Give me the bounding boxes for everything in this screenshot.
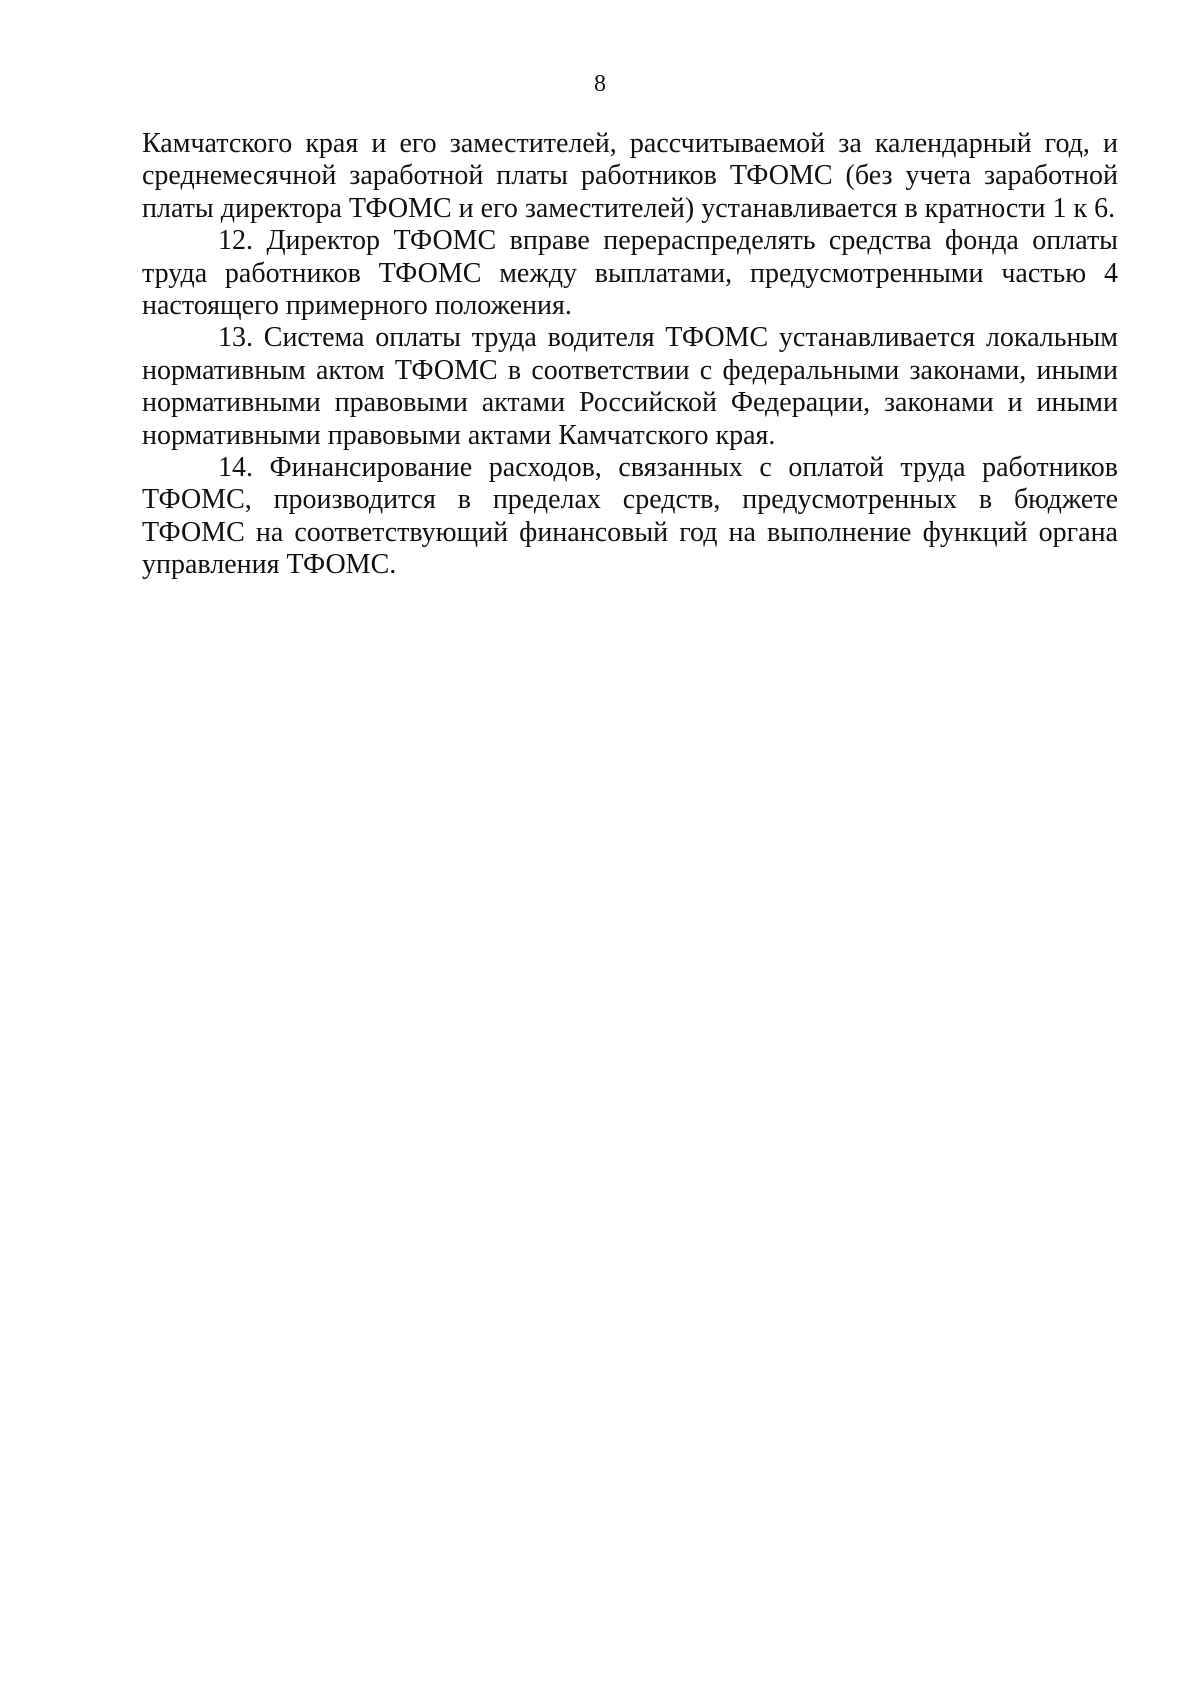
paragraph-14: 14. Финансирование расходов, связанных с оплатой труда работников ТФОМС, производится в пределах средств, предусмотренных в бюджете ТФОМС на соответствующий финансовый год на выполнение функций органа управления ТФОМС.: [142, 452, 1118, 581]
document-body: [142, 128, 1118, 582]
page-number: 8: [594, 71, 606, 97]
paragraph-13: 13. Система оплаты труда водителя ТФОМС устанавливается локальным нормативным актом ТФОМС в соответствии с федеральными законами, иными нормативными правовыми актами Российской Федерации, законами и иными нормативными правовыми актами Камчатского края.: [142, 322, 1118, 451]
paragraph-12: 12. Директор ТФОМС вправе перераспределять средства фонда оплаты труда работников ТФОМС между выплатами, предусмотренными частью 4 настоящего примерного положения.: [142, 225, 1118, 322]
paragraph-continuation: Камчатского края и его заместителей, рассчитываемой за календарный год, и среднемесячной заработной платы работников ТФОМС (без учета заработной платы директора ТФОМС и его заместителей) устанавливается в кратности 1 к 6.: [142, 128, 1118, 224]
